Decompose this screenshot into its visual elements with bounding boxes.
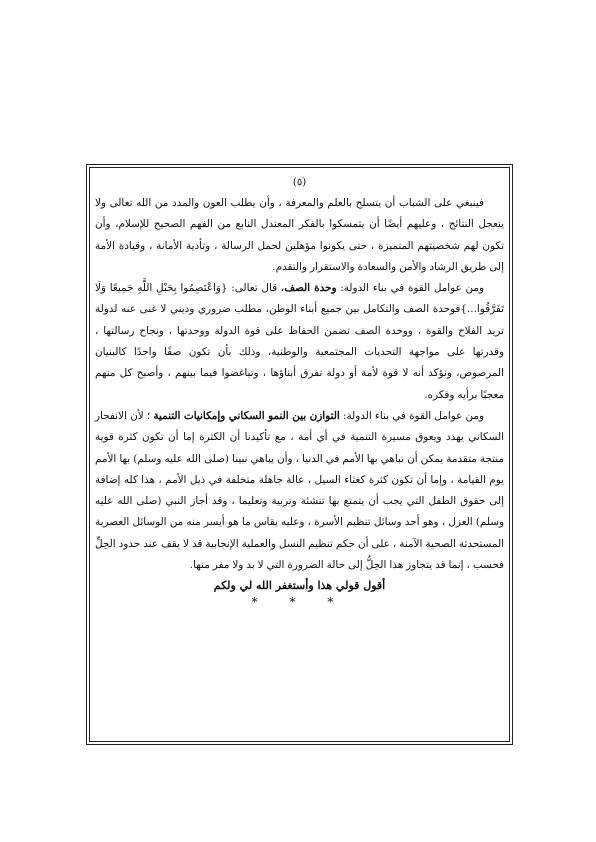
paragraph-population-body: ؛ لأن الانفجار السكاني يهدد ويعوق مسيرة التنمية في أي أمة ، مع تأكيدنا أن الكثرة إما أن تكون كثرة قوية منتجة متقدمة يمكن أن نباهي بها الأمم في الدنيا ، وأن يباهي نبينا (صلى الله عليه وسلم) بها الأمم يوم القيامة ، وإما أن تكون كثرة كغثاء السيل ، عالة جاهلة متخلفة في ذيل الأمم ، هذا كله إضافة إلى حقوق الطفل التي يجب أن يتمتع بها تنشئة وتربية وتعليما ، وقد أجاز النبي (صلى الله عليه وسلم) العزل ، وهو أحد وسائل تنظيم الأسرة ، وعليه يقاس ما هو أيسر منه من الوسائل العصرية المستحدثة الصحية الآمنة ، على أن حكم تنظيم النسل والعملية الإنجابية قد لا يقف عند حدود الحِلِّ فحسب ، إنما قد يتجاوز هذا الحِلُّ إلى حالة الضرورة التي لا بد ولا مفر منها. <box>95 409 504 572</box>
paragraph-unity-body: ، قال تعالى: {وَاعْتَصِمُوا بِحَبْلِ اللَّهِ جَمِيعًا وَلَا تَفَرَّقُوا...}فوحدة الصف والتكامل بين جميع أبناء الوطن، مطلب ضروري وديني لا غنى عنه لدولة تريد الفلاح والقوة ، ووحدة الصف تضمن الحفاظ على قوة الدولة ووحدتها ، ونجاح رسالتها ، وقدرتها على مواجهة التحديات المجتمعية والوطنية، وذلك بأن تكون صفًا واحدًا كالبنيان المرصوص، ونؤكد أنه لا قوة لأمة أو دولة تفرق أبناؤها ، وتباغضوا فيما بينهم ، وأصبح كل منهم معجبًا برأيه وفكره. <box>95 282 504 401</box>
page-content <box>95 175 504 738</box>
paragraph-youth-guidance: فينبغي على الشباب أن يتسلح بالعلم والمعرفة ، وأن يطلب العون والمدد من الله تعالى ولا يتعجل النتائج ، وعليهم أيضًا أن يتمسكوا بالفكر المعتدل النابع من الفهم الصحيح للإسلام، وأن تكون لهم شخصيتهم المتميزة ، حتى يكونوا مؤهلين لحمل الرسالة ، وتأدية الأمانة ، وقيادة الأمة إلى طريق الرشاد والأمن والسعادة والاستقرار والتقدم. <box>95 197 504 273</box>
page-border <box>86 164 513 745</box>
paragraph-unity-intro: ومن عوامل القوة في بناء الدولة: <box>336 282 484 295</box>
section-separator-stars: * * * <box>251 595 348 610</box>
paragraph-population-intro: ومن عوامل القوة في بناء الدولة: <box>339 409 484 422</box>
heading-population-balance: التوازن بين النمو السكاني وإمكانيات التنمية <box>153 409 340 422</box>
paragraph-population-balance <box>95 406 504 576</box>
page-number: (٥) <box>292 177 307 188</box>
heading-unity-of-ranks: وحدة الصف <box>284 282 337 295</box>
paragraph-unity-of-ranks <box>95 278 504 406</box>
closing-statement: أقول قولي هذا وأستغفر الله لي ولكم <box>213 579 386 593</box>
